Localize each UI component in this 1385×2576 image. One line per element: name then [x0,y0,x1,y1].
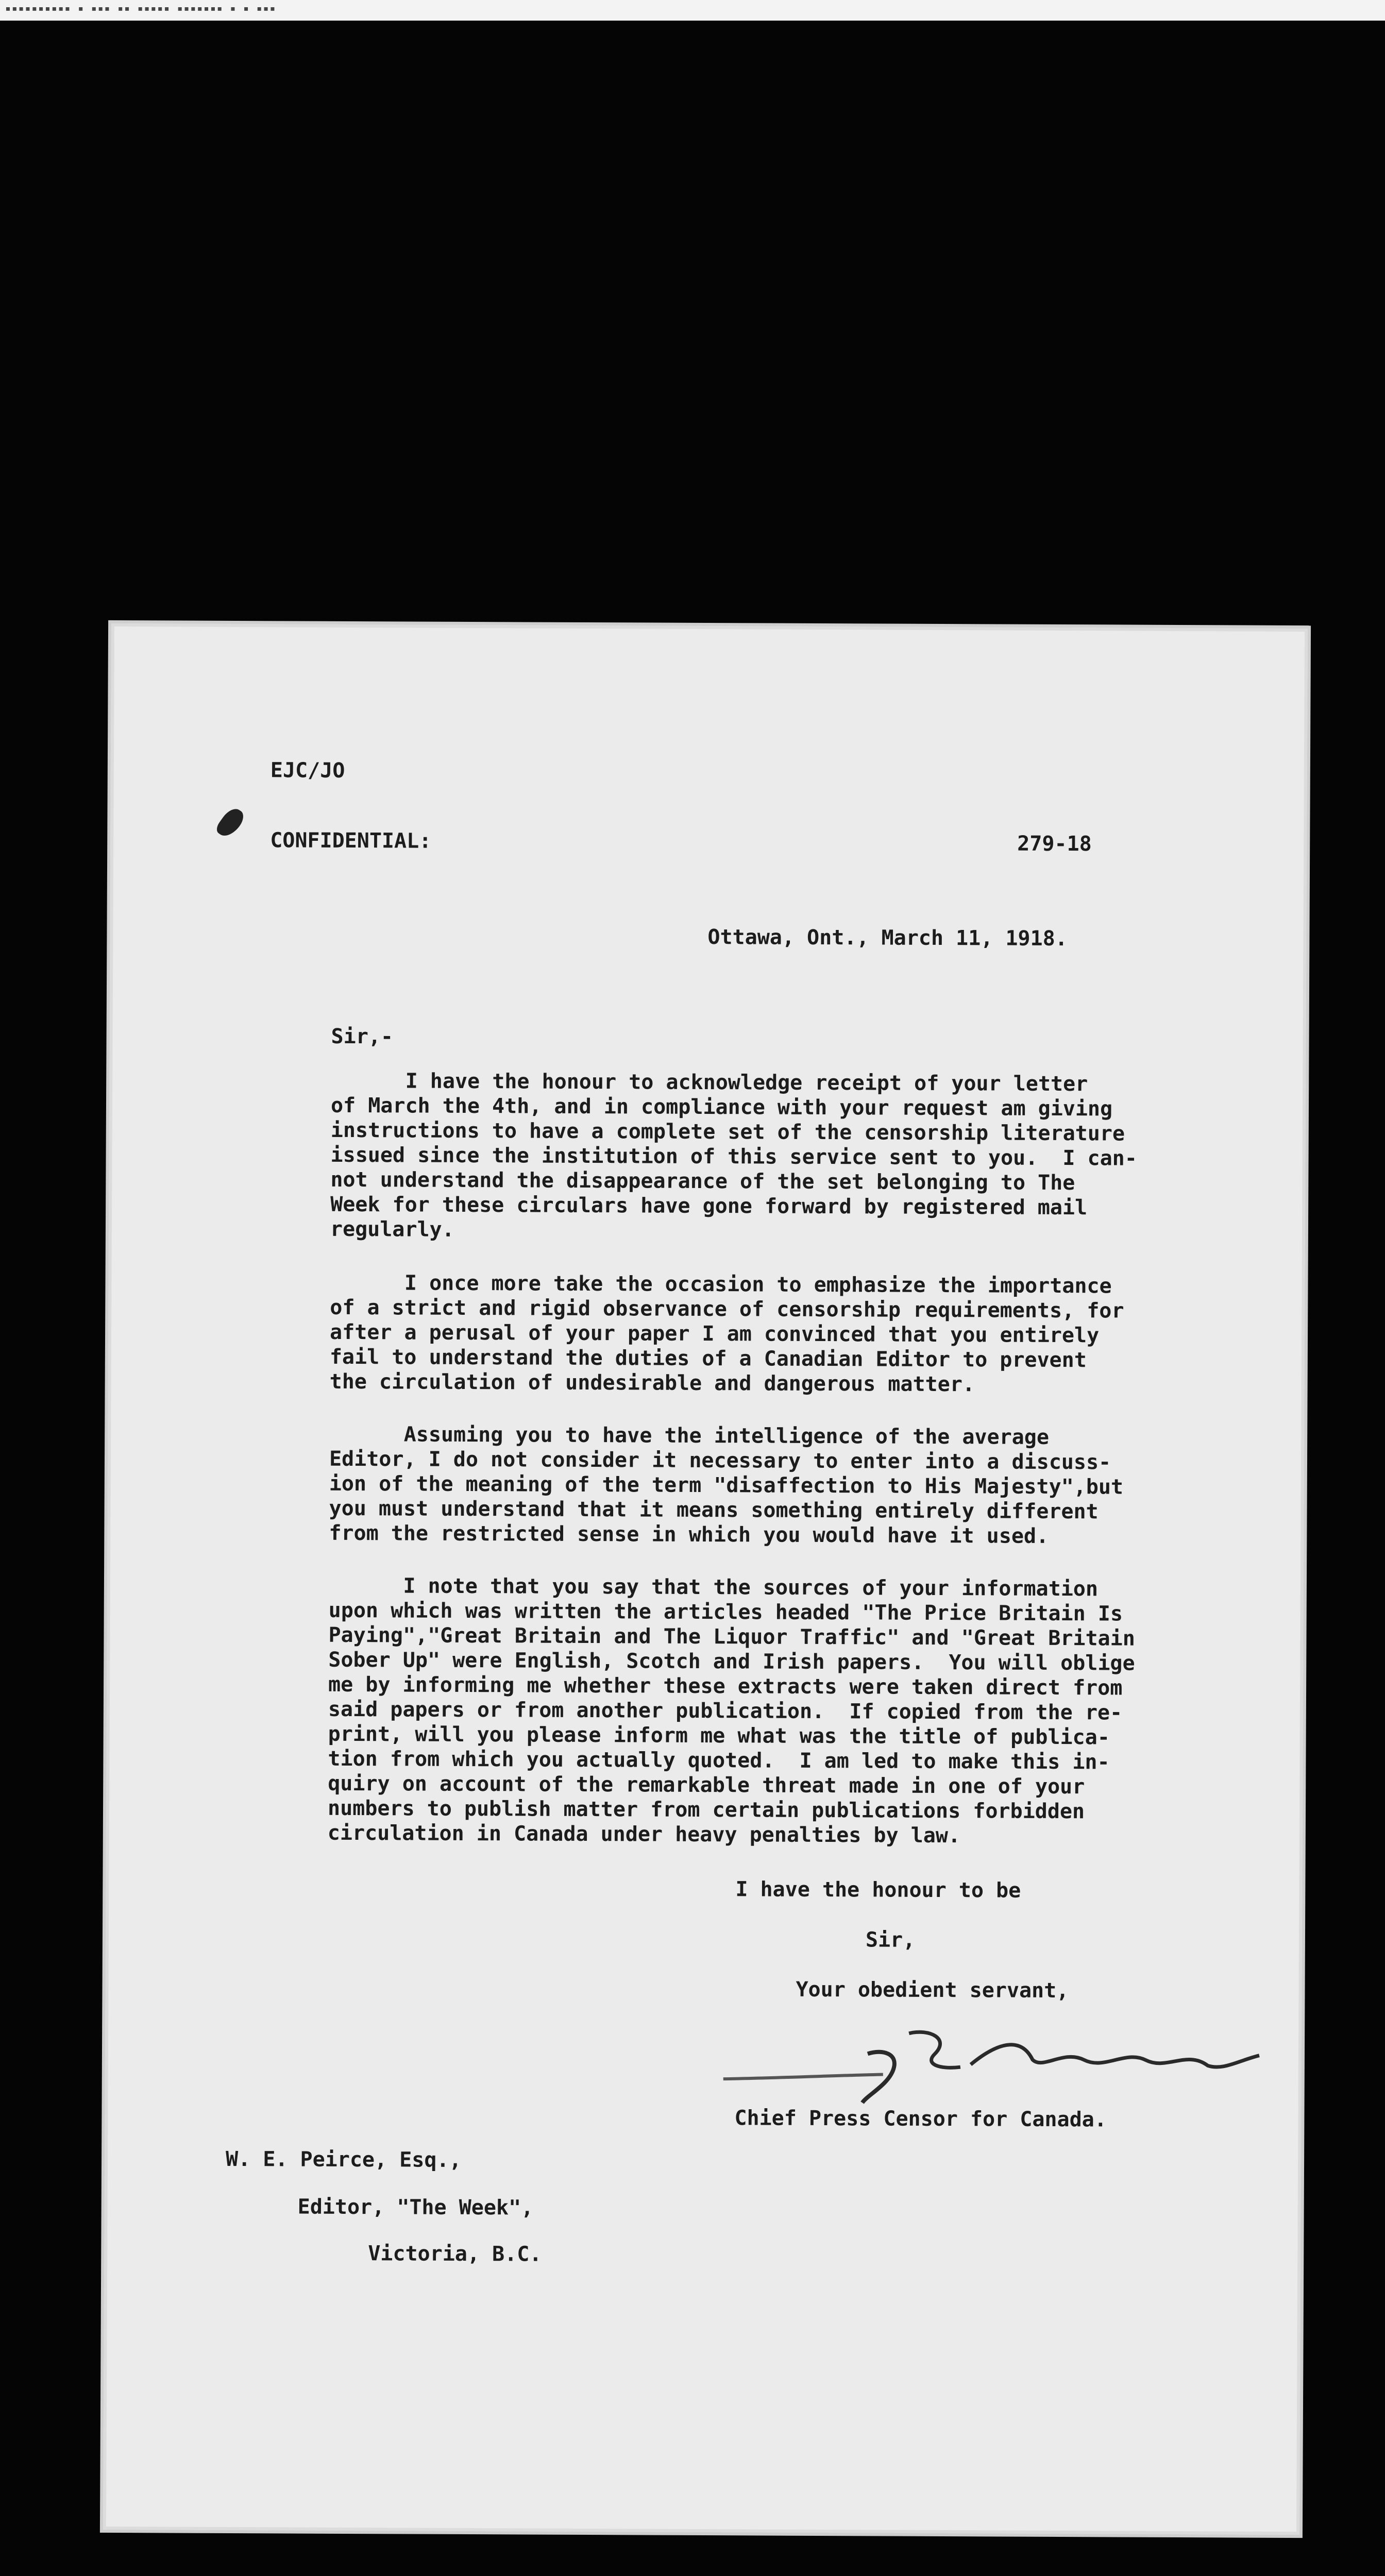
paragraph-2 [330,1270,1124,1398]
paragraph-line: Assuming you to have the intelligence of the average [329,1422,1050,1449]
paragraph-line: Editor, I do not consider it necessary to enter into a discuss- [329,1447,1111,1475]
paragraph-line: quiry on account of the remarkable threat made in one of your [328,1771,1085,1799]
reference-initials: EJC/JO [270,758,345,783]
paragraph-line: fail to understand the duties of a Canadian Editor to prevent [329,1345,1087,1372]
paragraph-line: instructions to have a complete set of the censorship literature [330,1118,1125,1146]
paragraph-line: regularly. [330,1217,454,1242]
paragraph-1 [330,1069,1138,1245]
signatory-title: Chief Press Censor for Canada. [734,2106,1107,2132]
paragraph-line: issued since the institution of this service sent to you. I can- [330,1143,1138,1171]
place-date: Ottawa, Ont., March 11, 1918. [707,925,1068,951]
paragraph-line: I once more take the occasion to emphasize the importance [330,1270,1112,1298]
paragraph-line: ion of the meaning of the term "disaffection to His Majesty",but [329,1471,1124,1499]
paragraph-line: after a perusal of your paper I am convinced that you entirely [329,1320,1100,1348]
paragraph-line: you must understand that it means something entirely different [329,1496,1099,1524]
paragraph-4 [328,1573,1136,1849]
letter-page [103,623,1308,2535]
file-number: 279-18 [1017,832,1092,856]
addressee-city: Victoria, B.C. [368,2242,542,2266]
film-edge-strip [0,0,1385,21]
addressee-role: Editor, "The Week", [297,2195,534,2220]
ink-blot-mark [214,805,247,841]
paragraph-line: the circulation of undesirable and dangerous matter. [329,1369,975,1397]
paragraph-line: not understand the disappearance of the set belonging to The [330,1167,1075,1195]
classification-label: CONFIDENTIAL: [270,828,432,853]
closing-line-2: Sir, [865,1928,916,1952]
paragraph-line: Sober Up" were English, Scotch and Irish papers. You will oblige [328,1648,1135,1675]
paragraph-line: print, will you please inform me what was the title of publica- [328,1722,1110,1750]
paragraph-line: from the restricted sense in which you would have it used. [329,1521,1049,1548]
paragraph-line: Week for these circulars have gone forward by registered mail [330,1192,1088,1220]
paragraph-line: I note that you say that the sources of your information [328,1573,1099,1601]
paragraph-line: said papers or from another publication. If copied from the re- [328,1697,1123,1725]
paragraph-line: circulation in Canada under heavy penalties by law. [327,1821,961,1848]
addressee-name: W. E. Peirce, Esq., [225,2147,462,2172]
paragraph-line: numbers to publish matter from certain publications forbidden [327,1796,1085,1824]
paragraph-line: Paying","Great Britain and The Liquor Traffic" and "Great Britain [328,1623,1135,1651]
paragraph-line: I have the honour to acknowledge receipt of your letter [331,1069,1088,1096]
paragraph-line: of March the 4th, and in compliance with your request am giving [330,1093,1113,1121]
paragraph-3 [329,1422,1123,1549]
film-edge-markings: ▪▪▪▪▪▪▪▪▪▪ ▪ ▪▪▪ ▪▪ ▪▪▪▪▪ ▪▪▪▪▪▪▪ ▪ ▪ ▪▪▪ [5,3,277,14]
closing-line-1: I have the honour to be [735,1877,1021,1903]
closing-line-3: Your obedient servant, [796,1977,1069,2003]
paragraph-line: tion from which you actually quoted. I am led to make this in- [328,1747,1110,1774]
salutation: Sir,- [331,1024,394,1049]
paragraph-line: me by informing me whether these extracts were taken direct from [328,1672,1123,1700]
handwritten-signature [713,2017,1332,2107]
paragraph-line: upon which was written the articles headed "The Price Britain Is [328,1598,1123,1626]
paragraph-line: of a strict and rigid observance of censorship requirements, for [330,1295,1124,1323]
